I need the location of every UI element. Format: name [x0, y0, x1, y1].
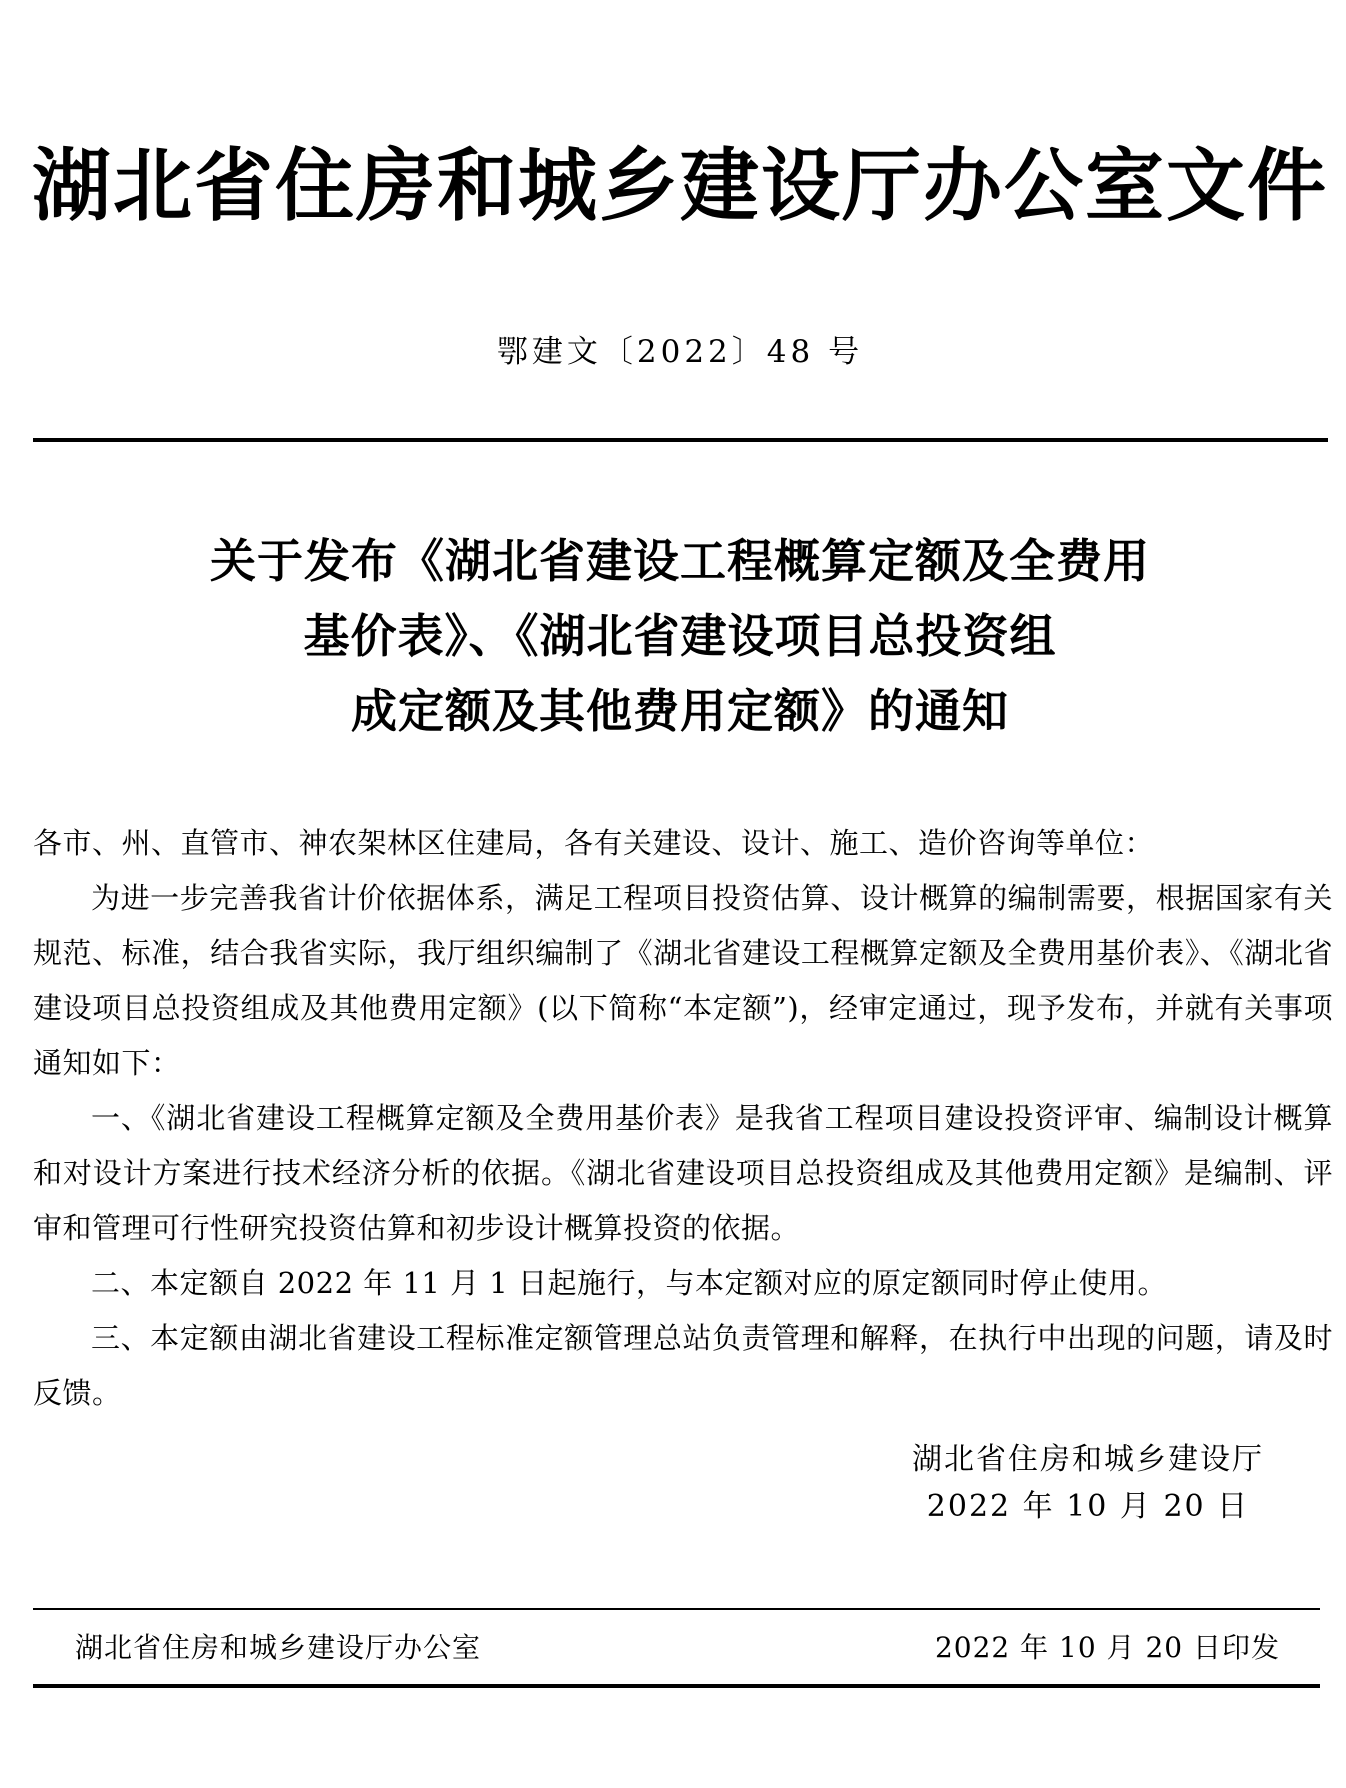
footer-print-date: 2022 年 10 月 20 日印发 [934, 1631, 1280, 1664]
paragraph-item-1: 一、《湖北省建设工程概算定额及全费用基价表》是我省工程项目建设投资评审、编制设计概算和对设计方案进行技术经济分析的依据。《湖北省建设项目总投资组成及其他费用定额》是编制、评审和管理可行性研究投资估算和初步设计概算投资的依据。 [33, 1101, 1333, 1245]
paragraph-intro: 为进一步完善我省计价依据体系，满足工程项目投资估算、设计概算的编制需要，根据国家有关规范、标准，结合我省实际，我厅组织编制了《湖北省建设工程概算定额及全费用基价表》、《湖北省建设项目总投资组成及其他费用定额》(以下简称“本定额”)，经审定通过，现予发布，并就有关事项通知如下： [33, 881, 1333, 1080]
document-number: 鄂建文〔2022〕48 号 [496, 334, 864, 370]
footer-issuing-office: 湖北省住房和城乡建设厅办公室 [75, 1631, 482, 1664]
header-separator-rule [33, 438, 1328, 442]
document-body [33, 816, 1333, 1421]
signature-date: 2022 年 10 月 20 日 [926, 1489, 1250, 1524]
footer-bottom-rule [33, 1684, 1320, 1688]
banner-title: 湖北省住房和城乡建设厅办公室文件 [32, 139, 1328, 232]
document-title-line-1: 关于发布《湖北省建设工程概算定额及全费用 [210, 534, 1150, 588]
paragraph-item-2: 二、本定额自 2022 年 11 月 1 日起施行，与本定额对应的原定额同时停止使用。 [91, 1266, 1167, 1300]
footer [33, 1608, 1320, 1688]
footer-row [33, 1610, 1320, 1684]
paragraph-item-3: 三、本定额由湖北省建设工程标准定额管理总站负责管理和解释，在执行中出现的问题，请及时反馈。 [33, 1321, 1333, 1410]
document-title-line-2: 基价表》、《湖北省建设项目总投资组 [303, 609, 1057, 663]
document-title [30, 524, 1330, 749]
signature-organization: 湖北省住房和城乡建设厅 [912, 1442, 1264, 1477]
document-title-line-3: 成定额及其他费用定额》的通知 [351, 684, 1009, 738]
signature-block [912, 1436, 1264, 1530]
salutation: 各市、州、直管市、神农架林区住建局，各有关建设、设计、施工、造价咨询等单位： [33, 826, 1155, 860]
